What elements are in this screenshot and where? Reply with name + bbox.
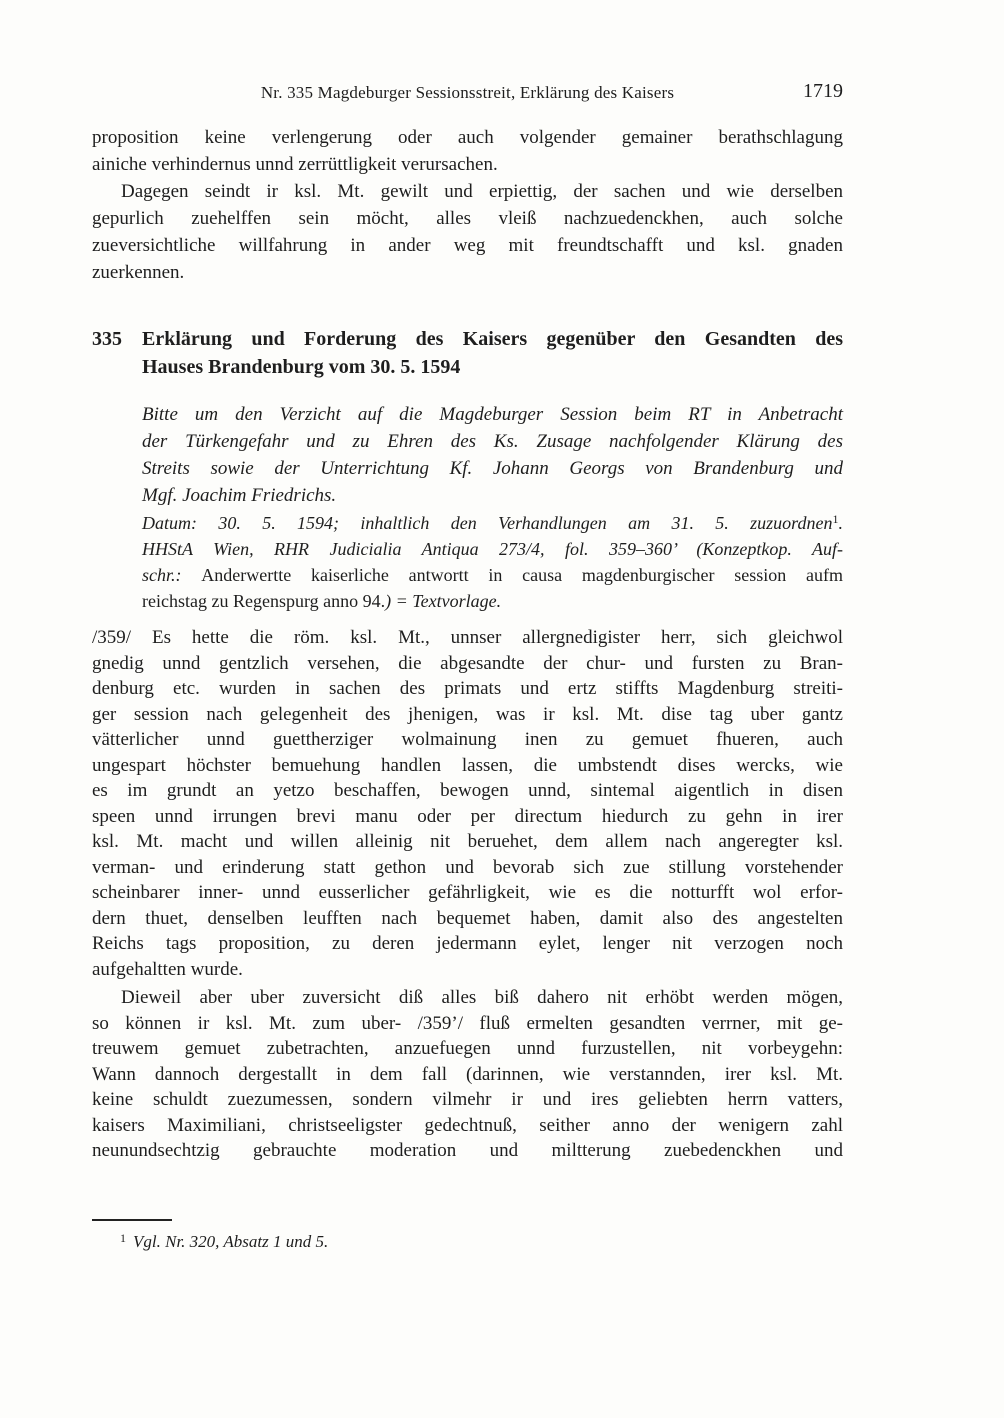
footnote-reference: 1: [832, 512, 839, 526]
text-line: zueversichtliche willfahrung in ander weg mit freundtschafft und ksl. gnaden: [92, 235, 843, 256]
body-line: dern thuet, denselben leufften nach bequemet haben, damit also des angestelten: [92, 907, 843, 929]
body-line: keine schuldt zuezumessen, sondern vilmehr ir und ires geliebten herrn vatters,: [92, 1089, 843, 1110]
datum-text: .: [838, 513, 843, 533]
regest-line: Mgf. Joachim Friedrichs.: [142, 485, 337, 506]
body-paragraph: [92, 625, 843, 982]
text-line: Dagegen seindt ir ksl. Mt. gewilt und erpiettig, der sachen und wie derselben: [121, 181, 843, 202]
body-paragraph: [92, 985, 843, 1164]
entry-title: [142, 325, 843, 381]
source-line: [142, 588, 843, 614]
page-number: 1719: [803, 80, 843, 102]
intro-paragraph: [92, 178, 843, 286]
body-line: denburg etc. wurden in sachen des primats und ertz stiffts Magdenburg streiti-: [92, 678, 843, 699]
footnote-rule: [92, 1219, 172, 1221]
regest: [142, 401, 843, 509]
body-line: so können ir ksl. Mt. zum uber- /359’/ fluß ermelten gesandten verrner, mit ge-: [92, 1012, 843, 1034]
regest-line: der Türkengefahr und zu Ehren des Ks. Zusage nachfolgender Klärung des: [142, 431, 843, 452]
source-line: HHStA Wien, RHR Judicialia Antiqua 273/4, fol. 359–360’ (Konzeptkop. Auf-: [142, 539, 843, 559]
footnote-marker: 1: [120, 1231, 126, 1245]
body-line: speen unnd irrungen brevi manu oder per directum hiedurch zu gehn in irer: [92, 805, 843, 827]
body-line: neunundsechtzig gebrauchte moderation und miltterung zuebedenckhen und: [92, 1140, 843, 1161]
text-line: zuerkennen.: [92, 262, 185, 283]
source-text-roman: reichstag zu Regenspurg anno 94.: [142, 591, 386, 611]
text-line: ainiche verhindernus unnd zerrüttligkeit verursachen.: [92, 154, 498, 175]
text-line: gepurlich zuehelffen sein möcht, alles vleiß nachzuedenckhen, auch solche: [92, 208, 843, 229]
running-head: Nr. 335 Magdeburger Sessionsstreit, Erklärung des Kaisers: [260, 83, 675, 102]
body-line: scheinbarer inner- unnd eusserlicher gefährligkeit, wie es die notturfft wol erfor-: [92, 882, 843, 903]
text-line: proposition keine verlengerung oder auch volgender gemainer berathschlagung: [92, 127, 843, 148]
entry-number: 335: [92, 328, 122, 350]
body-line: kaisers Maximiliani, christseeligster gedechtnuß, seither anno der wenigern zahl: [92, 1114, 843, 1136]
regest-line: Bitte um den Verzicht auf die Magdeburger Session beim RT in Anbetracht: [142, 404, 843, 425]
entry-title-line: Hauses Brandenburg vom 30. 5. 1594: [142, 356, 461, 378]
regest-line: Streits sowie der Unterrichtung Kf. Johann Georgs von Brandenburg und: [142, 458, 843, 479]
footnote: [92, 1231, 843, 1253]
source-text-italic: ) = Textvorlage.: [385, 591, 502, 611]
body-line: /359/ Es hette die röm. ksl. Mt., unnser allergnedigister herr, sich gleichwol: [92, 627, 843, 648]
source-line: [142, 510, 843, 536]
source-note: [142, 510, 843, 614]
source-text-italic: schr.:: [142, 565, 202, 585]
entry-title-line: Erklärung und Forderung des Kaisers gegenüber den Gesandten des: [142, 328, 843, 350]
datum-text: Datum: 30. 5. 1594; inhaltlich den Verhandlungen am 31. 5. zuzuordnen: [142, 513, 833, 533]
body-line: gnedig unnd gentzlich versehen, die abgesandte der chur- und fursten zu Bran-: [92, 652, 843, 674]
body-line: aufgehaltten wurde.: [92, 958, 243, 980]
body-line: ksl. Mt. macht und willen alleinig nit beruehet, dem allem nach angeregter ksl.: [92, 831, 843, 852]
footnote-line: [92, 1231, 843, 1253]
source-line: [142, 562, 843, 588]
footnote-text: Vgl. Nr. 320, Absatz 1 und 5.: [133, 1232, 329, 1251]
body-line: treuwem gemuet zubetrachten, anzuefuegen unnd furzustellen, nit vorbeygehn:: [92, 1038, 843, 1059]
body-line: Dieweil aber uber zuversicht diß alles biß dahero nit erhöbt werden mögen,: [121, 987, 843, 1008]
body-line: verman- und erinderung statt gethon und bevorab sich zue stillung vorstehender: [92, 856, 843, 878]
body-line: es im grundt an yetzo beschaffen, bewogen unnd, sintemal aigentlich in disen: [92, 780, 843, 801]
body-line: Reichs tags proposition, zu deren jedermann eylet, lenger nit verzogen noch: [92, 933, 843, 954]
body-line: ungespart höchster bemuehung handlen lassen, die umbstendt dises wercks, wie: [92, 754, 843, 776]
body-line: vätterlicher unnd guettherziger wolmainung inen zu gemuet fhueren, auch: [92, 729, 843, 750]
body-line: ger session nach gelegenheit des jhenigen, was ir ksl. Mt. dise tag uber gantz: [92, 703, 843, 725]
intro-paragraph: [92, 124, 843, 178]
source-text-roman: Anderwertte kaiserliche antwortt in causa magdenburgischer session aufm: [201, 565, 843, 585]
body-line: Wann dannoch dergestallt in dem fall (darinnen, wie verstannden, irer ksl. Mt.: [92, 1063, 843, 1085]
